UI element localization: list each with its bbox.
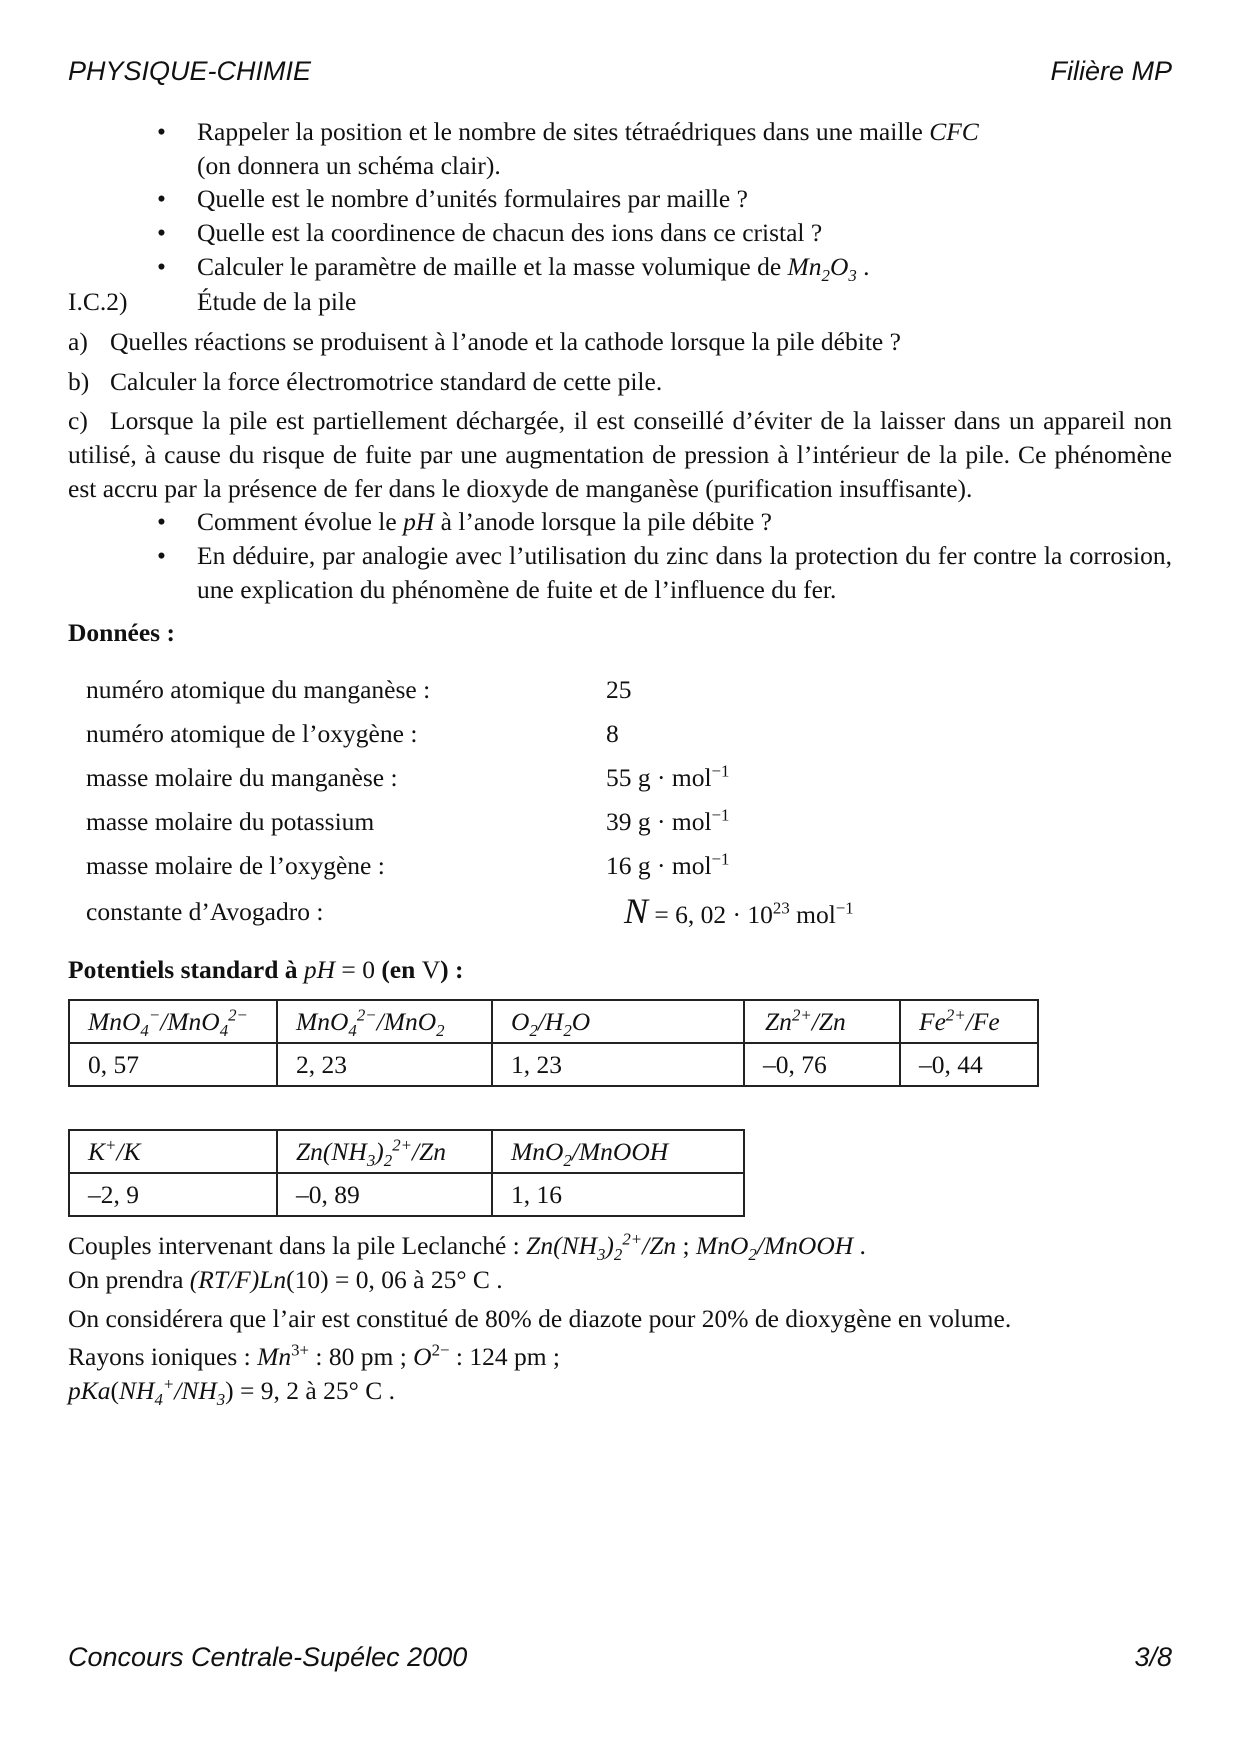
- formula-mn2o3: $Mn_2O_3$: [787, 251, 857, 285]
- bullet-parametre-maille: • Calculer le paramètre de maille et la masse volumique de $Mn_2O_3$ .: [197, 250, 1172, 284]
- bullet-list-cfc: [68, 115, 1172, 283]
- donnees-row-avogadro: constante d’Avogadro : N = 6, $02 \cdot 10^{23}$ mol$^{-1}$: [86, 890, 854, 931]
- donnees-row: numéro atomique de l’oxygène : 8: [86, 719, 619, 749]
- question-b: b) Calculer la force électromotrice standard de cette pile.: [68, 366, 663, 396]
- note-pka: $pKa(NH_4^+/NH_3) = 9$, 2 à 25° C .: [68, 1374, 395, 1409]
- potentiels-title: Potentiels standard à pH = 0 (en V) :: [68, 955, 464, 985]
- donnees-table: [86, 668, 854, 936]
- donnees-title: Données :: [68, 618, 175, 648]
- header-subject: PHYSIQUE-CHIMIE: [68, 56, 312, 86]
- potentiels-header-row: [69, 1000, 1038, 1043]
- page-footer: [68, 1640, 1172, 1676]
- question-c: c) Lorsque la pile est partiellement déchargée, il est conseillé d’éviter de la laisser dans un appareil non utilisé, à cause du risque de fuite par une augmentation de pression à l’intérieur de la pile. Ce phénomène est accru par la présence de fer dans le dioxyde de manganèse (purification insuffisante).: [68, 406, 1172, 503]
- note-air: On considérera que l’air est constitué de 80% de diazote pour 20% de dioxygène en volume.: [68, 1304, 1012, 1334]
- couple-zn2-zn: $Zn^{2+}/Zn$: [744, 1000, 900, 1043]
- couple-mno4-2-mno2: MnO$_4^{2-}$/MnO$_2$: [277, 1000, 492, 1043]
- donnees-row: masse molaire du potassium 39 g · mol$^{-1}$: [86, 805, 730, 837]
- question-a: a) Quelles réactions se produisent à l’anode et la cathode lorsque la pile débite ?: [68, 326, 901, 356]
- bullet-evolution-ph: • Comment évolue le pH à l’anode lorsque la pile débite ?: [197, 505, 1172, 539]
- footer-page-number: 3/8: [1134, 1642, 1172, 1672]
- page-content: [68, 115, 1172, 1407]
- note-rayons: Rayons ioniques : $Mn^{3+}$ : 80 pm ; $O^{2-}$ : 124 pm ;: [68, 1340, 561, 1371]
- bullet-fuite-fer: • En déduire, par analogie avec l’utilisation du zinc dans la protection du fer contre la corrosion, une explication du phénomène de fuite et de l’influence du fer.: [197, 539, 1172, 606]
- couple-fe2-fe: $Fe^{2+}/Fe$: [900, 1000, 1038, 1043]
- bullet-list-ph: [68, 505, 1172, 606]
- page-header: [68, 54, 1172, 90]
- potentiels-table-1: [68, 999, 1039, 1087]
- donnees-row: masse molaire du manganèse : 55 g · mol$^{-1}$: [86, 761, 730, 793]
- couple-mno2-mnooh: MnO$_2$/MnOOH: [492, 1130, 744, 1173]
- potentiels-header-row: [69, 1130, 744, 1173]
- donnees-row: masse molaire de l’oxygène : 16 g · mol$^{-1}$: [86, 849, 730, 881]
- potentiels-value-row: –2, 9 –0, 89 1, 16: [69, 1173, 744, 1216]
- note-rtf: On prendra (RT/F)Ln(10) = 0, 06 à 25° C .: [68, 1264, 503, 1294]
- footer-concours: Concours Centrale-Supélec 2000: [68, 1642, 468, 1672]
- section-number: I.C.2): [68, 287, 128, 317]
- couple-mno4-mno4-2: MnO$_4$−/MnO$_4^{2-}$: [69, 1000, 277, 1043]
- section-title: Étude de la pile: [197, 287, 357, 317]
- potentiels-table-2: [68, 1129, 745, 1217]
- couple-o2-h2o: $O_2/H_2O$: [492, 1000, 744, 1043]
- symbol-ph: pH: [403, 507, 435, 537]
- bullet-coordinence: • Quelle est la coordinence de chacun des ions dans ce cristal ?: [197, 216, 1172, 250]
- donnees-row: numéro atomique du manganèse : 25: [86, 675, 632, 705]
- couple-znnh3-zn: $Zn(NH_3)_2^{2+}/Zn$: [277, 1130, 492, 1173]
- note-couples: Couples intervenant dans la pile Leclanché : $Zn(NH_3)_2^{2+}/Zn$ ; MnO$_2$/MnOOH .: [68, 1229, 866, 1265]
- bullet-unites-formulaires: • Quelle est le nombre d’unités formulaires par maille ?: [197, 182, 1172, 216]
- bullet-sites-tetraedriques: • Rappeler la position et le nombre de sites tétraédriques dans une maille CFC (on donnera un schéma clair).: [197, 115, 1172, 182]
- couple-k-k: K+/K: [69, 1130, 277, 1173]
- header-filiere: Filière MP: [1050, 56, 1172, 86]
- potentiels-value-row: 0, 57 2, 23 1, 23 –0, 76 –0, 44: [69, 1043, 1038, 1086]
- section-heading: [68, 285, 1172, 319]
